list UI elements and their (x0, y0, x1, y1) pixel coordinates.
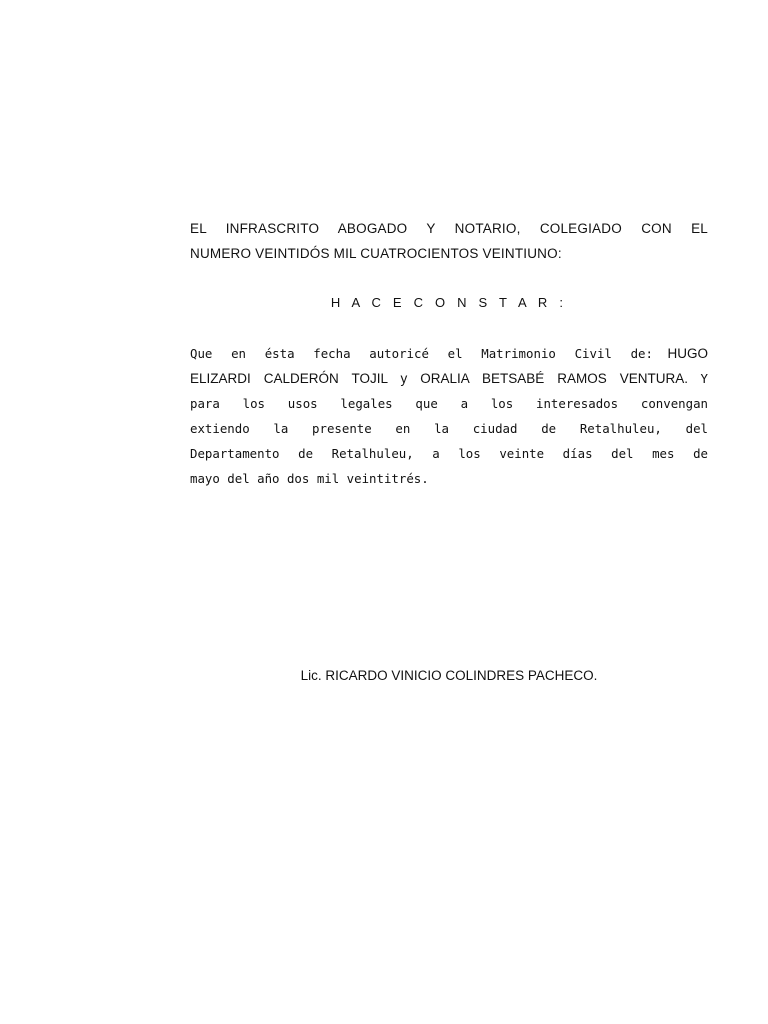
body-line-2 (190, 366, 708, 391)
heading-line-2: NUMERO VEINTIDÓS MIL CUATROCIENTOS VEINTIUNO: (190, 246, 562, 261)
body-line-4: extiendo la presente en la ciudad de Retalhuleu, del (190, 421, 708, 436)
body-line-2-names: ELIZARDI CALDERÓN TOJIL y ORALIA BETSABÉ RAMOS VENTURA. (190, 371, 688, 386)
signature-line: Lic. RICARDO VINICIO COLINDRES PACHECO. (300, 668, 598, 683)
body-line-5: Departamento de Retalhuleu, a los veinte días del mes de (190, 446, 708, 461)
notary-heading (190, 216, 708, 266)
body-line-1-text: Que en ésta fecha autoricé el Matrimonio Civil de: (190, 346, 653, 361)
body-line-6: mayo del año dos mil veintitrés. (190, 471, 429, 486)
heading-line-1: EL INFRASCRITO ABOGADO Y NOTARIO, COLEGIADO CON EL (190, 221, 708, 236)
certification-body (190, 341, 708, 491)
body-line-3: para los usos legales que a los interesados convengan (190, 396, 708, 411)
body-line-1 (190, 341, 708, 366)
hace-constar-title: H A C E C O N S T A R : (330, 295, 568, 310)
body-line-2-text: Y (700, 371, 708, 386)
body-line-1-name: HUGO (667, 346, 708, 361)
